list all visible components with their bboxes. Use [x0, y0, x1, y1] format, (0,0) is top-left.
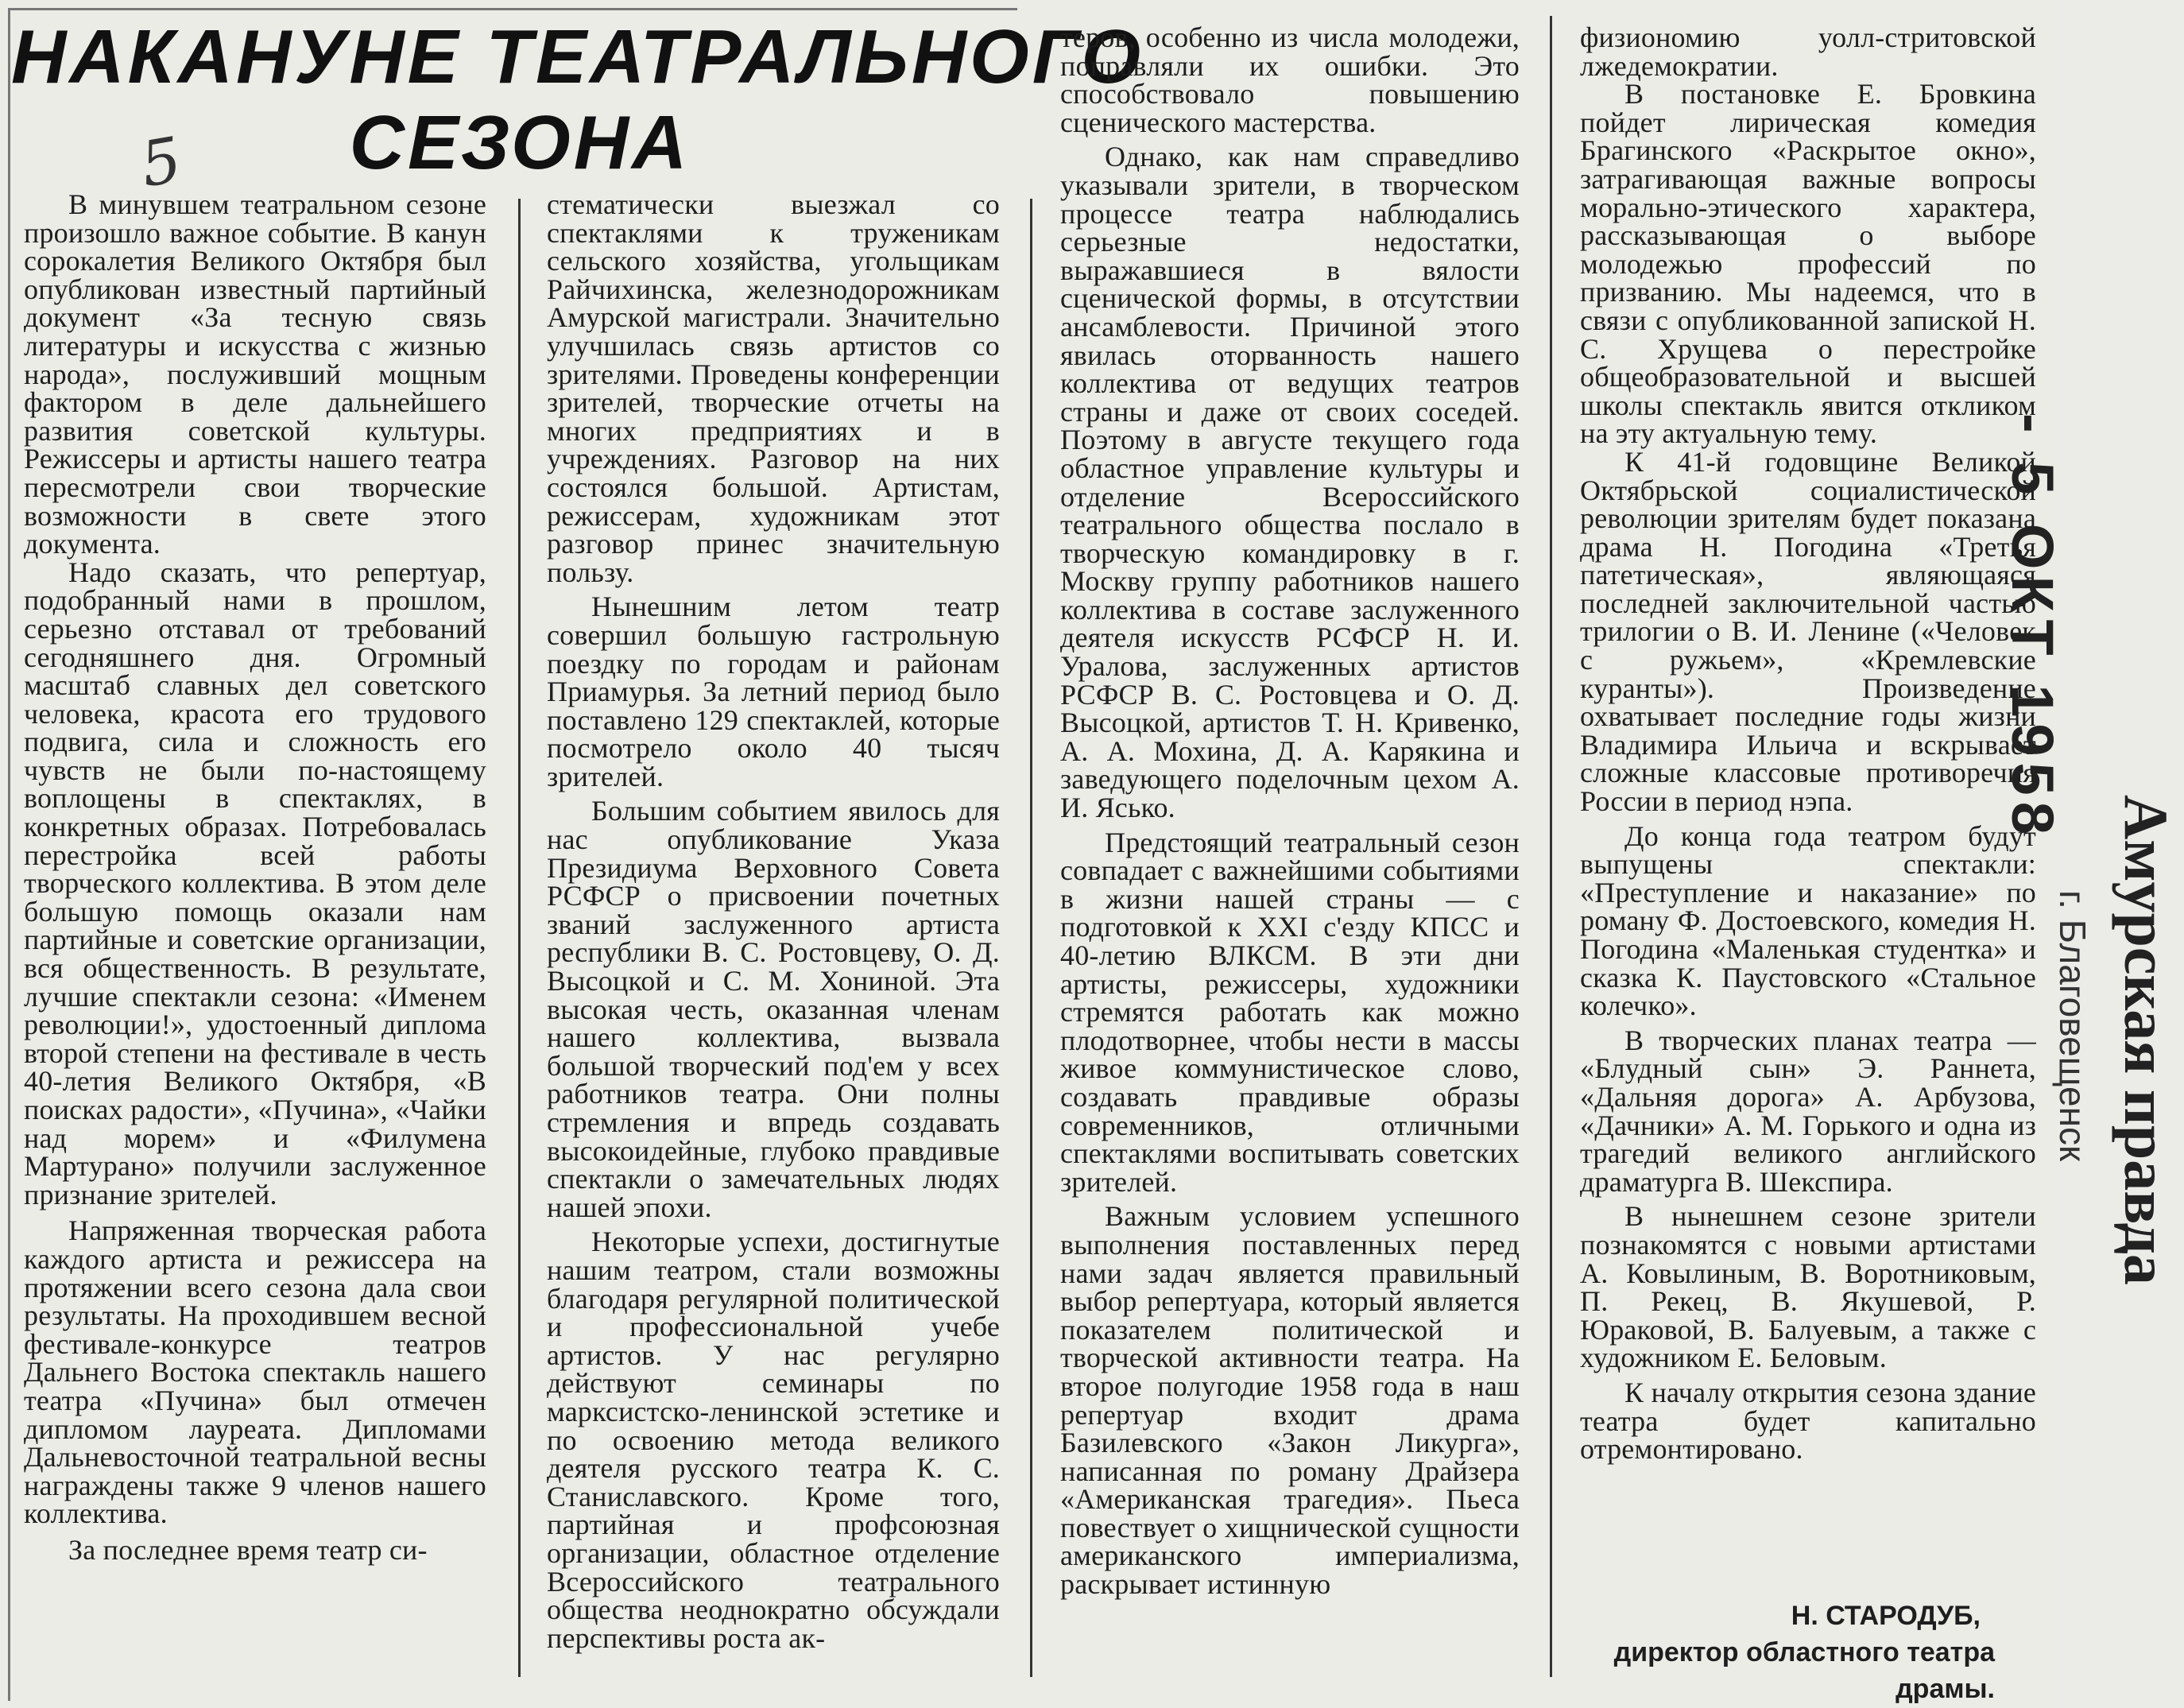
col4-paragraph-6: В нынешнем сезоне зрители познакомятся с новыми артистами А. Ковылиным, В. Воротниковым, П. Рекец, В. Якушевой, Р. Юраковой, В. Балуевым, а также с художником Е. Беловым.: [1580, 1200, 2036, 1374]
col3-paragraph-4: Важным условием успешного выполнения поставленных перед нами задач является правильный выбор репертуара, который является показателем политической и творческой активности театра. На второе полугодие 1958 года в наш репертуар входит драма Базилевского «Закон Ликурга», написанная по роману Драйзера «Американская трагедия». Пьеса повествует о хищнической сущности американского империализма, раскрывает истинную: [1060, 1200, 1520, 1601]
clipping-border-top: [8, 8, 1017, 10]
col2-paragraph-2: Нынешним летом театр совершил большую гастрольную поездку по городам и районам Приамурья. За летний период было поставлено 129 спектаклей, которые посмотрело около 40 тысяч зрителей.: [547, 591, 1000, 792]
author-title-line-2: драмы.: [1896, 1674, 1995, 1704]
col3-paragraph-2: Однако, как нам справедливо указывали зрители, в творческом процессе театра наблюдались серьезные недостатки, выражавшиеся в вялости сценической формы, в отсутствии ансамблевости. Причиной этого явилась оторванность нашего коллектива от ведущих театров страны и даже от своих соседей. Поэтому в августе текущего года областное управление культуры и отделение Всероссийского театрального общества послало в творческую командировку в г. Москву группу работников нашего коллектива в составе заслуженного деятеля искусств РСФСР Н. И. Уралова, заслуженных артистов РСФСР В. С. Ростовцева и О. Д. Высоцкой, артистов Т. Н. Кривенко, А. А. Мохина, Д. А. Карякина и заведующего поделочным цехом А. И. Ясько.: [1060, 141, 1520, 824]
col3-paragraph-3: Предстоящий театральный сезон совпадает с важнейшими событиями в жизни нашей страны — с подготовкой к XXI с'езду КПСС и 40-летию ВЛКСМ. В эти дни артисты, режиссеры, художники стремятся работать как можно плодотворнее, чтобы нести в массы живое коммунистическое слово, создавать правдивые образы современников, отличными спектаклями воспитывать советских зрителей.: [1060, 826, 1520, 1198]
col4-paragraph-3: К 41-й годовщине Великой Октябрьской социалистической революции зрителям будет показана драма Н. Погодина «Третья патетическая», являющаяся последней заключительной частью трилогии о В. И. Ленине («Человек с ружьем», «Кремлевские куранты»). Произведение охватывает последние годы жизни Владимира Ильича и вскрывает сложные классовые противоречия России в период нэпа.: [1580, 445, 2036, 818]
col1-paragraph-2: Надо сказать, что репертуар, подобранный нами в прошлом, серьезно отставал от требований сегодняшнего дня. Огромный масштаб славных дел советского человека, красота его трудового подвига, сила и сложность его чувств не были по-настоящему воплощены в спектаклях, в конкретных образах. Потребовалась перестройка всей работы творческого коллектива. В этом деле большую помощь оказали нам партийные и советские организации, вся общественность. В результате, лучшие спектакли сезона: «Именем революции!», удостоенный диплома второй степени на фестивале в честь 40-летия Великого Октября, «В поисках радости», «Пучина», «Чайки над морем» и «Филумена Мартурано» получили заслуженное признание зрителей.: [24, 556, 486, 1210]
headline-line-2: СЕЗОНА: [349, 100, 691, 185]
col2-paragraph-4: Некоторые успехи, достигнутые нашим театром, стали возможны благодаря регулярной политической и профессиональной учебе артистов. У нас регулярно действуют семинары по марксистско-ленинской эстетике и по освоению метода великого деятеля русского театра К. С. Станиславского. Кроме того, партийная и профсоюзная организации, областное отделение Всероссийского театрального общества неоднократно обсуждали перспективы роста ак-: [547, 1226, 1000, 1654]
headline-line-1: НАКАНУНЕ ТЕАТРАЛЬНОГО: [11, 14, 1144, 99]
col2-paragraph-1: стематически выезжал со спектаклями к труженикам сельского хозяйства, угольщикам Райчихинска, железнодорожникам Амурской магистрали. Значительно улучшилась связь артистов со зрителями. Проведены конференции зрителей, творческие отчеты на многих предприятиях и в учреждениях. Разговор на них состоялся большой. Артистам, режиссерам, художникам этот разговор принес значительную пользу.: [547, 188, 1000, 588]
col4-paragraph-1: физиономию уолл-стритовской лжедемократии.: [1580, 21, 2036, 82]
column-rule-1: [518, 199, 521, 1677]
newspaper-name-stamp: Амурская правда: [2112, 795, 2181, 1285]
col2-paragraph-3: Большим событием явилось для нас опубликование Указа Президиума Верховного Совета РСФСР о присвоении почетных званий заслуженного артиста республики В. С. Ростовцеву, О. Д. Высоцкой и С. М. Хониной. Эта высокая честь, оказанная членам нашего коллектива, вызвала большой творческий под'ем у всех работников театра. Они полны стремления и впредь создавать высокоидейные, глубоко правдивые спектакли о замечательных людях нашей эпохи.: [547, 795, 1000, 1223]
col1-paragraph-4: За последнее время театр си-: [68, 1533, 428, 1566]
author-title-line-1: директор областного театра: [1613, 1637, 1995, 1667]
col4-paragraph-4: До конца года театром будут выпущены спектакли: «Преступление и наказание» по роману Ф. Достоевского, комедия Н. Погодина «Маленькая студентка» и сказка К. Паустовского «Стальное колечко».: [1580, 819, 2036, 1022]
city-stamp: г. Благовещенск: [2052, 890, 2093, 1162]
author-name: Н. СТАРОДУБ,: [1791, 1601, 1981, 1631]
clipping-border-left: [8, 8, 10, 1701]
col1-paragraph-3: Напряженная творческая работа каждого артиста и режиссера на протяжении всего сезона дала свои результаты. На проходившем весной фестивале-конкурсе театров Дальнего Востока спектакль нашего театра «Пучина» был отмечен дипломом лауреата. Дипломами Дальневосточной театральной весны награждены также 9 членов нашего коллектива.: [24, 1214, 486, 1530]
article-column-4: [1580, 21, 2036, 1466]
col4-paragraph-7: К началу открытия сезона здание театра будет капитально отремонтировано.: [1580, 1376, 2036, 1466]
col4-paragraph-5: В творческих планах театра — «Блудный сын» Э. Раннета, «Дальняя дорога» А. Арбузова, «Дачники» А. М. Горького и одна из трагедий великого английского драматурга В. Шекспира.: [1580, 1024, 2036, 1198]
col1-paragraph-1: В минувшем театральном сезоне произошло важное событие. В канун сорокалетия Великого Октября был опубликован известный партийный документ «За тесную связь литературы и искусства с жизнью народа», послуживший мощным фактором в деле дальнейшего развития советской культуры. Режиссеры и артисты нашего театра пересмотрели свои творческие возможности в свете этого документа.: [24, 188, 486, 560]
column-rule-3: [1550, 16, 1552, 1677]
col4-paragraph-2: В постановке Е. Бровкина пойдет лирическая комедия Брагинского «Раскрытое окно», затрагивающая важные вопросы морально-этического характера, рассказывающая о выборе молодежью профессий по призванию. Мы надеемся, что в связи с опубликованной запиской Н. С. Хрущева о перестройке общеобразовательной и высшей школы спектакль явится откликом на эту актуальную тему.: [1580, 78, 2036, 450]
article-column-3: [1060, 21, 1520, 1601]
col3-paragraph-1: теров, особенно из числа молодежи, поправляли их ошибки. Это способствовало повышению сценического мастерства.: [1060, 21, 1520, 138]
date-stamp: - 5 ОКТ 1958: [2000, 413, 2066, 841]
column-rule-2: [1030, 199, 1032, 1677]
handwritten-page-mark: 5: [135, 124, 188, 202]
article-column-1: [24, 188, 486, 1566]
article-column-2: [547, 188, 1000, 1654]
author-signature: [1597, 1598, 1995, 1707]
